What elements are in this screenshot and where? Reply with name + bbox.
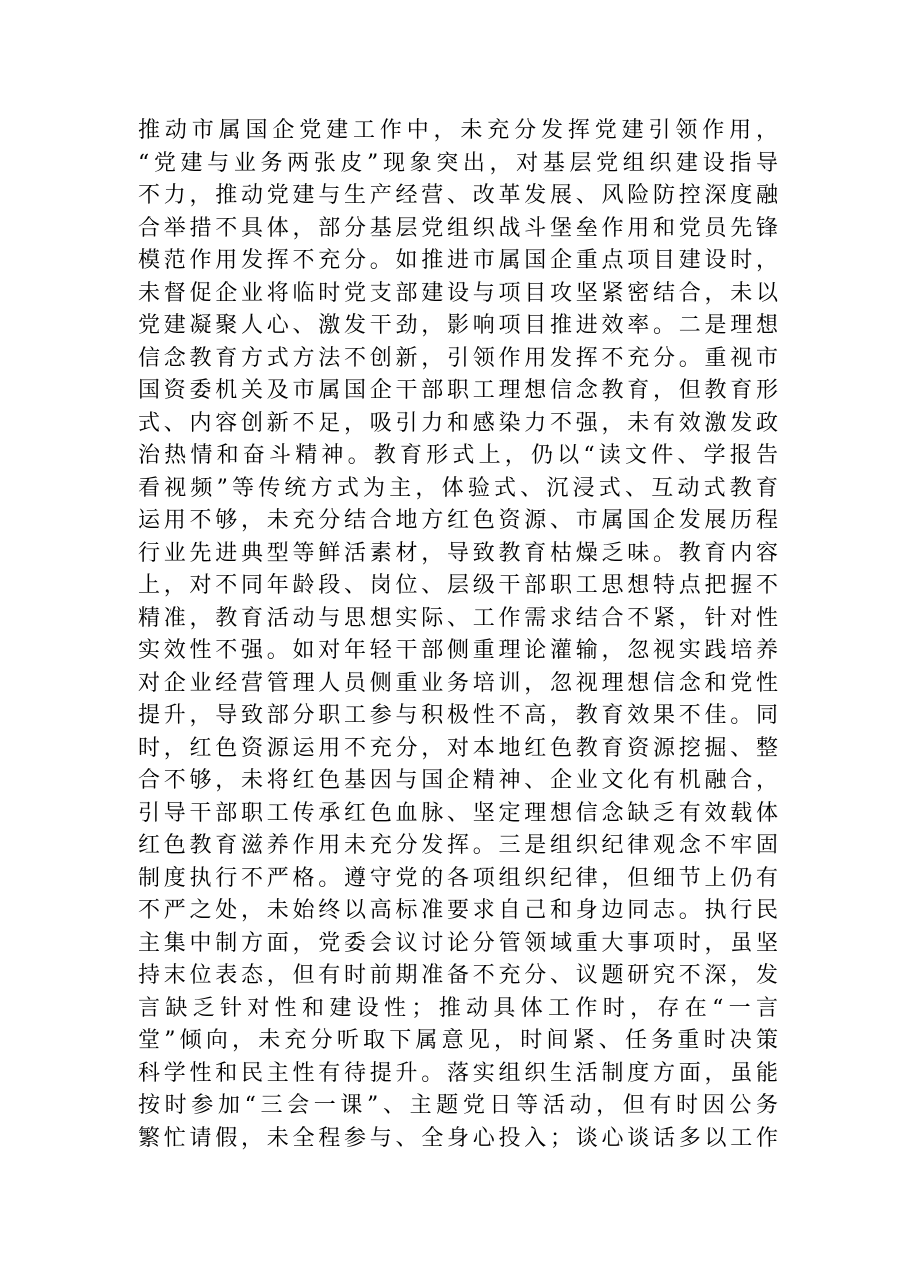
text-line: 行业先进典型等鲜活素材，导致教育枯燥乏味。教育内容 — [138, 540, 778, 566]
text-line: 提升，导致部分职工参与积极性不高，教育效果不佳。同 — [138, 703, 778, 728]
text-line: 言缺乏针对性和建设性；推动具体工作时，存在“一言 — [138, 995, 778, 1021]
text-line: 推动市属国企党建工作中，未充分发挥党建引领作用， — [138, 118, 778, 143]
text-line: 持末位表态，但有时前期准备不充分、议题研究不深，发 — [138, 963, 778, 988]
text-line: 繁忙请假，未全程参与、全身心投入；谈心谈话多以工作 — [138, 1125, 778, 1151]
text-line: 红色教育滋养作用未充分发挥。三是组织纪律观念不牢固 — [138, 833, 778, 858]
text-line: 上，对不同年龄段、岗位、层级干部职工思想特点把握不 — [138, 573, 778, 598]
text-line: “党建与业务两张皮”现象突出，对基层党组织建设指导 — [138, 150, 778, 176]
body-paragraph — [138, 115, 778, 1155]
text-line: 合不够，未将红色基因与国企精神、企业文化有机融合， — [138, 768, 778, 793]
text-line: 合举措不具体，部分基层党组织战斗堡垒作用和党员先锋 — [138, 215, 778, 241]
text-line: 看视频”等传统方式为主，体验式、沉浸式、互动式教育 — [138, 475, 778, 501]
text-line: 国资委机关及市属国企干部职工理想信念教育，但教育形 — [138, 378, 778, 403]
text-line: 实效性不强。如对年轻干部侧重理论灌输，忽视实践培养 — [138, 638, 778, 663]
text-line: 按时参加“三会一课”、主题党日等活动，但有时因公务 — [138, 1093, 778, 1118]
text-line: 信念教育方式方法不创新，引领作用发挥不充分。重视市 — [138, 345, 778, 371]
text-line: 对企业经营管理人员侧重业务培训，忽视理想信念和党性 — [138, 670, 778, 696]
text-line: 党建凝聚人心、激发干劲，影响项目推进效率。二是理想 — [138, 313, 778, 338]
text-line: 科学性和民主性有待提升。落实组织生活制度方面，虽能 — [138, 1060, 778, 1086]
text-line: 制度执行不严格。遵守党的各项组织纪律，但细节上仍有 — [138, 865, 778, 891]
text-line: 未督促企业将临时党支部建设与项目攻坚紧密结合，未以 — [138, 280, 778, 306]
text-line: 不力，推动党建与生产经营、改革发展、风险防控深度融 — [138, 183, 778, 208]
text-line: 堂”倾向，未充分听取下属意见，时间紧、任务重时决策 — [138, 1028, 778, 1053]
text-line: 式、内容创新不足，吸引力和感染力不强，未有效激发政 — [138, 410, 778, 436]
text-line: 引导干部职工传承红色血脉、坚定理想信念缺乏有效载体 — [138, 800, 778, 826]
text-line: 模范作用发挥不充分。如推进市属国企重点项目建设时， — [138, 248, 778, 273]
text-line: 主集中制方面，党委会议讨论分管领域重大事项时，虽坚 — [138, 930, 778, 956]
text-line: 治热情和奋斗精神。教育形式上，仍以“读文件、学报告 — [138, 443, 778, 468]
text-line: 时，红色资源运用不充分，对本地红色教育资源挖掘、整 — [138, 735, 778, 761]
text-line: 运用不够，未充分结合地方红色资源、市属国企发展历程 — [138, 508, 778, 533]
text-line: 不严之处，未始终以高标准要求自己和身边同志。执行民 — [138, 898, 778, 923]
text-line: 精准，教育活动与思想实际、工作需求结合不紧，针对性 — [138, 605, 778, 631]
